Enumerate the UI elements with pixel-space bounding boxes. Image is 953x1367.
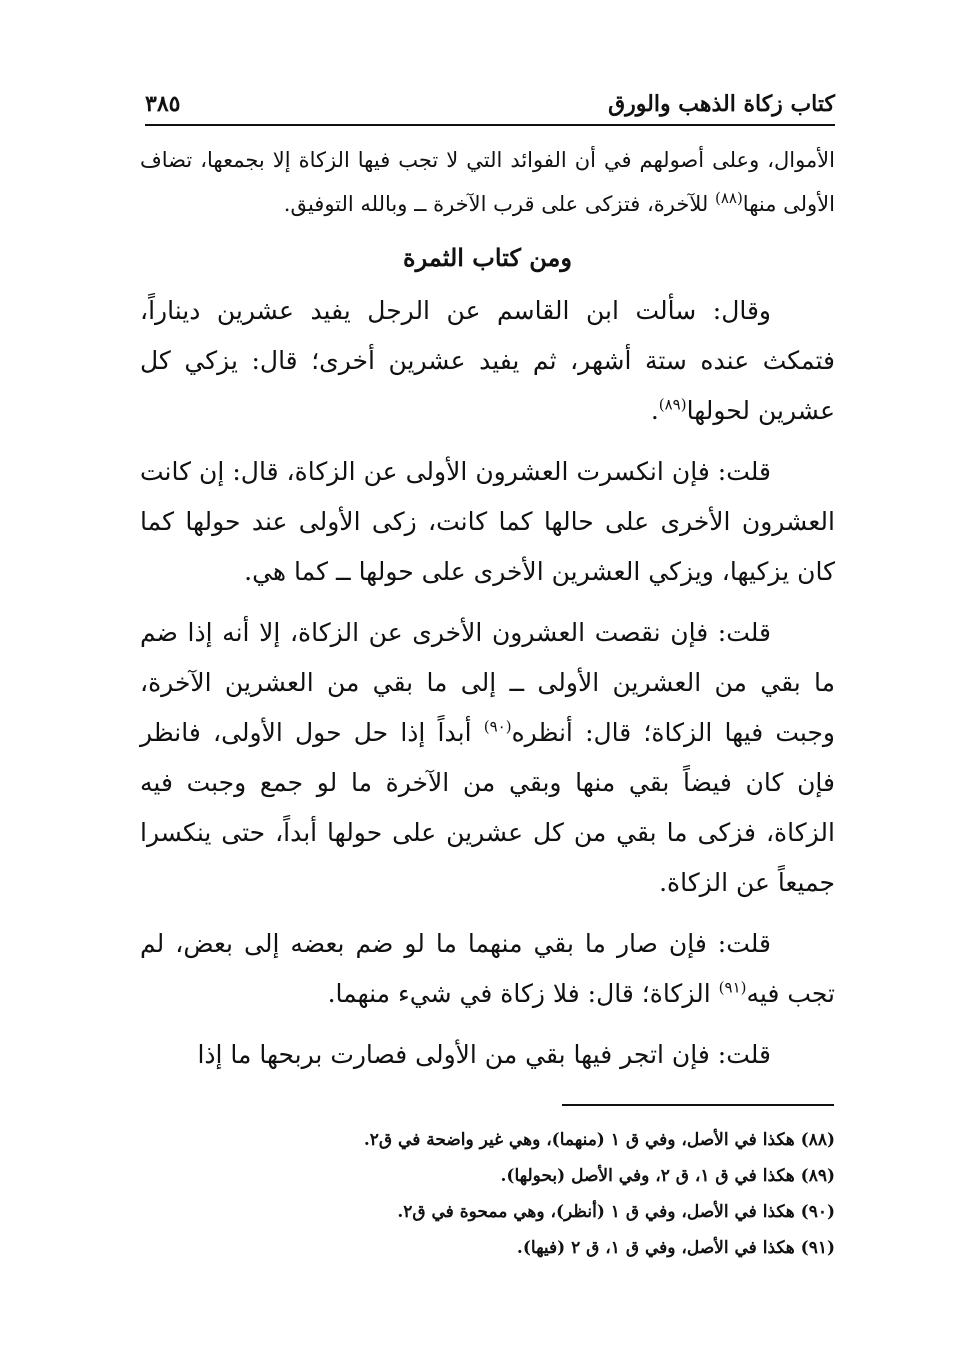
paragraph-4-text-b: الزكاة؛ قال: فلا زكاة في شيء منهما. — [327, 979, 719, 1008]
paragraph-1 — [140, 286, 835, 436]
paragraph-3 — [140, 608, 835, 908]
paragraph-5-text: قلت: فإن اتجر فيها بقي من الأولى فصارت بربحها ما إذا — [197, 1040, 771, 1069]
paragraph-1-text-b: . — [650, 396, 659, 425]
running-title: كتاب زكاة الذهب والورق — [608, 91, 835, 117]
footnote-rule — [562, 1104, 834, 1106]
paragraph-3-text-b: أبداً إذا حل حول الأولى، فانظر فإن كان فيضاً بقي منها وبقي من الآخرة ما لو جمع وجبت فيه الزكاة، فزكى ما بقي من كل عشرين على حولها أبداً، حتى ينكسرا جميعاً عن الزكاة. — [140, 718, 835, 897]
footnote-88: (٨٨) هكذا في الأصل، وفي ق ١ (منهما)، وهي غير واضحة في ق٢. — [363, 1130, 835, 1150]
intro-paragraph — [140, 138, 835, 226]
paragraph-4-text-a: قلت: فإن صار ما بقي منهما ما لو ضم بعضه إلى بعض، لم تجب فيه — [140, 929, 835, 1008]
footnote-ref-91: (٩١) — [718, 978, 747, 997]
paragraph-3-text-a: قلت: فإن نقصت العشرون الأخرى عن الزكاة، إلا أنه إذا ضم ما بقي من العشرين الأولى ــ إلى ما بقي من العشرين الآخرة، وجبت فيها الزكاة؛ قال: أنظره — [140, 618, 835, 747]
page-header — [145, 88, 835, 124]
paragraph-2-text: قلت: فإن انكسرت العشرون الأولى عن الزكاة، قال: إن كانت العشرون الأخرى على حالها كما كانت، زكى الأولى عند حولها كما كان يزكيها، ويزكي العشرين الأخرى على حولها ــ كما هي. — [140, 457, 835, 586]
footnote-89: (٨٩) هكذا في ق ١، ق ٢، وفي الأصل (بحولها). — [500, 1166, 835, 1186]
footnote-90: (٩٠) هكذا في الأصل، وفي ق ١ (أنظر)، وهي ممحوة في ق٢. — [397, 1202, 835, 1222]
paragraph-2 — [140, 447, 835, 597]
paragraph-4 — [140, 919, 835, 1019]
paragraph-1-text-a: وقال: سألت ابن القاسم عن الرجل يفيد عشرين ديناراً، فتمكث عنده ستة أشهر، ثم يفيد عشرين أخرى؛ قال: يزكي كل عشرين لحولها — [140, 296, 835, 425]
page-number: ٣٨٥ — [145, 91, 181, 117]
main-text — [140, 138, 835, 1091]
footnotes — [200, 1122, 835, 1266]
footnote-ref-88: (٨٨) — [714, 189, 743, 207]
paragraph-5 — [140, 1030, 835, 1080]
footnote-91: (٩١) هكذا في الأصل، وفي ق ١، ق ٢ (فيها). — [516, 1238, 835, 1258]
footnote-ref-89: (٨٩) — [658, 395, 687, 414]
intro-text-b: للآخرة، فتزكى على قرب الآخرة ــ وبالله التوفيق. — [283, 192, 715, 216]
intro-text-a: الأموال، وعلى أصولهم في أن الفوائد التي لا تجب فيها الزكاة إلا بجمعها، تضاف الأولى منها — [140, 148, 835, 216]
header-rule — [145, 124, 835, 126]
section-heading: ومن كتاب الثمرة — [403, 243, 572, 272]
footnote-ref-90: (٩٠) — [483, 717, 512, 736]
